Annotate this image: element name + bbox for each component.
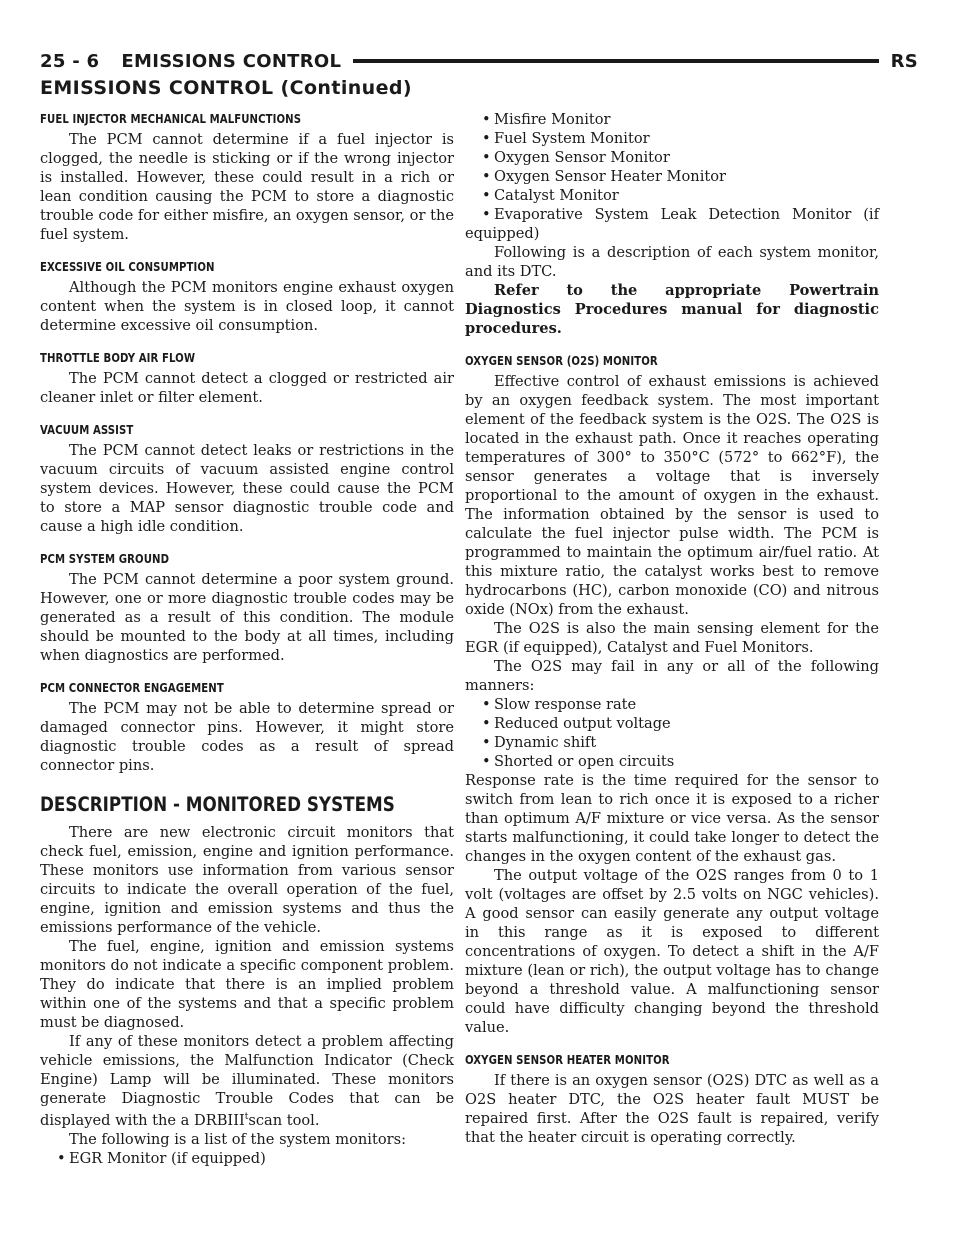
bullet-icon: •: [482, 734, 491, 751]
list-item-text: Misfire Monitor: [494, 111, 611, 128]
paragraph: The O2S may fail in any or all of the following manners:: [465, 658, 879, 694]
list-item: [465, 186, 879, 205]
paragraph: Response rate is the time required for the sensor to switch from lean to rich once it is exposed to a richer than optimum A/F mixture or vice versa. As the sensor starts malfunctioning, it could take longer to detect the changes in the oxygen content of the exhaust gas.: [465, 772, 879, 865]
heading-pcm-ground: PCM SYSTEM GROUND: [40, 551, 170, 566]
bullet-icon: •: [482, 130, 491, 147]
page-number: 25 - 6: [40, 50, 100, 72]
text-span: scan tool.: [248, 1111, 320, 1129]
list-item-text: EGR Monitor (if equipped): [69, 1149, 266, 1167]
bullet-icon: •: [482, 753, 491, 770]
heading-fuel-injector: FUEL INJECTOR MECHANICAL MALFUNCTIONS: [40, 111, 302, 126]
bullet-icon: •: [482, 168, 491, 185]
list-item: [465, 110, 879, 129]
list-item-text: Evaporative System Leak Detection Monitor (if equipped): [465, 206, 879, 242]
left-column: [40, 110, 454, 1168]
list-item: [465, 714, 879, 733]
monitor-list: [40, 1149, 454, 1168]
paragraph: The O2S is also the main sensing element for the EGR (if equipped), Catalyst and Fuel Monitors.: [465, 620, 879, 656]
paragraph: The fuel, engine, ignition and emission systems monitors do not indicate a specific component problem. They do indicate that there is an implied problem within one of the systems and that a specific problem must be diagnosed.: [40, 938, 454, 1031]
bullet-icon: •: [482, 696, 491, 713]
paragraph: There are new electronic circuit monitors that check fuel, emission, engine and ignition performance. These monitors use information from various sensor circuits to indicate the overall operation of the fuel, engine, ignition and emission systems and thus the emissions performance of the vehicle.: [40, 824, 454, 936]
continued-title: EMISSIONS CONTROL (Continued): [40, 77, 412, 99]
bullet-icon: •: [482, 149, 491, 166]
paragraph: The PCM may not be able to determine spread or damaged connector pins. However, it might store diagnostic trouble codes as a result of spread connector pins.: [40, 700, 454, 774]
list-item: [465, 733, 879, 752]
list-item-text: Fuel System Monitor: [494, 130, 650, 147]
paragraph: The PCM cannot detect leaks or restrictions in the vacuum circuits of vacuum assisted engine control system devices. However, these could cause the PCM to store a MAP sensor diagnostic trouble code and cause a high idle condition.: [40, 442, 454, 535]
trademark-mark: t: [244, 1112, 249, 1122]
list-item: [465, 167, 879, 186]
list-item-text: Reduced output voltage: [494, 715, 671, 732]
heading-vacuum-assist: VACUUM ASSIST: [40, 422, 134, 437]
paragraph: Although the PCM monitors engine exhaust oxygen content when the system is in closed loop, it cannot determine excessive oil consumption.: [40, 279, 454, 334]
paragraph: The output voltage of the O2S ranges from 0 to 1 volt (voltages are offset by 2.5 volts on NGC vehicles). A good sensor can easily generate any output voltage in this range as it is exposed to different concentrations of oxygen. To detect a shift in the A/F mixture (lean or rich), the output voltage has to change beyond a threshold value. A malfunctioning sensor could have difficulty changing beyond the threshold value.: [465, 867, 879, 1036]
paragraph: [465, 281, 879, 338]
heading-monitored-systems: DESCRIPTION - MONITORED SYSTEMS: [40, 793, 395, 816]
heading-throttle-body: THROTTLE BODY AIR FLOW: [40, 350, 196, 365]
bullet-icon: •: [482, 111, 491, 128]
list-item-text: Dynamic shift: [494, 734, 597, 751]
list-item: [465, 148, 879, 167]
list-item-text: Shorted or open circuits: [494, 753, 675, 770]
header-rule: [353, 59, 878, 63]
heading-o2s-heater: OXYGEN SENSOR HEATER MONITOR: [465, 1052, 670, 1067]
page-header: [40, 46, 918, 76]
paragraph: The PCM cannot detect a clogged or restricted air cleaner inlet or filter element.: [40, 370, 454, 406]
paragraph: The PCM cannot determine if a fuel injector is clogged, the needle is sticking or if the wrong injector is installed. However, these could result in a rich or lean condition causing the PCM to store a diagnostic trouble code for either misfire, an oxygen sensor, or the fuel system.: [40, 131, 454, 243]
bold-note: Refer to the appropriate Powertrain Diagnostics Procedures manual for diagnostic procedures.: [465, 282, 879, 337]
bullet-icon: •: [57, 1149, 66, 1167]
monitor-list-continued: [465, 110, 879, 243]
paragraph: The following is a list of the system monitors:: [69, 1130, 407, 1148]
heading-oil-consumption: EXCESSIVE OIL CONSUMPTION: [40, 259, 215, 274]
section-title: EMISSIONS CONTROL: [121, 50, 342, 72]
paragraph: Following is a description of each system monitor, and its DTC.: [465, 244, 879, 280]
text-span: If any of these monitors detect a problem affecting vehicle emissions, the Malfunction Indicator (Check Engine) Lamp will be illuminated. These monitors generate Diagnostic Trouble Codes that can be displayed with the a DRBIII: [40, 1033, 454, 1129]
model-code: RS: [890, 50, 918, 72]
list-item: [40, 1149, 454, 1168]
list-item: [465, 129, 879, 148]
bullet-icon: •: [482, 715, 491, 732]
paragraph: [40, 1032, 454, 1130]
paragraph: The PCM cannot determine a poor system ground. However, one or more diagnostic trouble codes may be generated as a result of this condition. The module should be mounted to the body at all times, including when diagnostics are performed.: [40, 571, 454, 664]
bullet-icon: •: [482, 187, 491, 204]
paragraph: If there is an oxygen sensor (O2S) DTC as well as a O2S heater DTC, the O2S heater fault MUST be repaired first. After the O2S fault is repaired, verify that the heater circuit is operating correctly.: [465, 1072, 879, 1146]
heading-o2s-monitor: OXYGEN SENSOR (O2S) MONITOR: [465, 353, 658, 368]
right-column: [465, 110, 879, 1147]
list-item: [465, 752, 879, 771]
failure-list: [465, 695, 879, 771]
list-item-text: Oxygen Sensor Monitor: [494, 149, 670, 166]
list-item-text: Oxygen Sensor Heater Monitor: [494, 168, 726, 185]
list-item: [465, 205, 879, 243]
bullet-icon: •: [482, 206, 491, 223]
paragraph: Effective control of exhaust emissions is achieved by an oxygen feedback system. The most important element of the feedback system is the O2S. The O2S is located in the exhaust path. Once it reaches operating temperatures of 300° to 350°C (572° to 662°F), the sensor generates a voltage that is inversely proportional to the amount of oxygen in the exhaust. The information obtained by the sensor is used to calculate the fuel injector pulse width. The PCM is programmed to maintain the optimum air/fuel ratio. At this mixture ratio, the catalyst works best to remove hydrocarbons (HC), carbon monoxide (CO) and nitrous oxide (NOx) from the exhaust.: [465, 373, 879, 618]
heading-pcm-connector: PCM CONNECTOR ENGAGEMENT: [40, 680, 224, 695]
list-item-text: Catalyst Monitor: [494, 187, 619, 204]
list-item-text: Slow response rate: [494, 696, 637, 713]
list-item: [465, 695, 879, 714]
